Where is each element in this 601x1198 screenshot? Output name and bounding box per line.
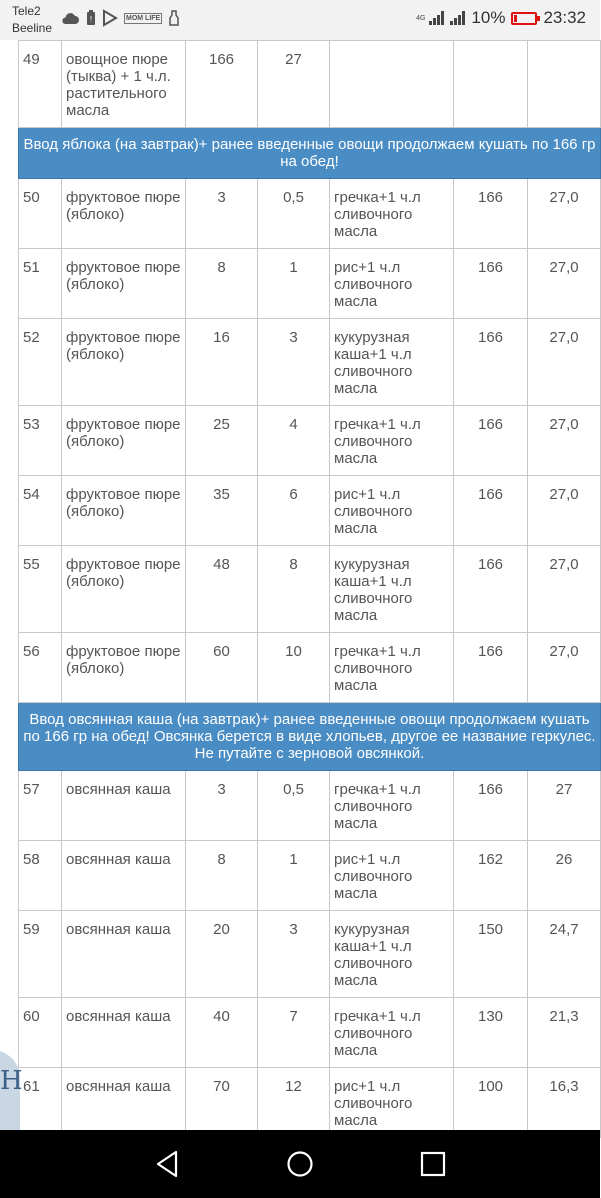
porridge-cell: гречка+1 ч.л сливочного масла [330, 406, 454, 476]
amount-cell: 40 [186, 998, 258, 1068]
total-cell: 27,0 [528, 476, 601, 546]
table-row [19, 1068, 601, 1138]
product-cell: овсянная каша [62, 1068, 186, 1138]
cloud-icon [60, 11, 80, 25]
table-row [19, 41, 601, 128]
day-cell: 53 [19, 406, 62, 476]
banner-text: Ввод овсянная каша (на завтрак)+ ранее введенные овощи продолжаем кушать по 166 гр на обед! Овсянка берется в виде хлопьев, другое ее название геркулес. Не путайте с зерновой овсянкой. [19, 703, 601, 771]
day-cell: 50 [19, 179, 62, 249]
svg-text:!: ! [89, 15, 93, 24]
amount-cell: 35 [186, 476, 258, 546]
amount-cell: 16 [186, 319, 258, 406]
porridge-amount-cell: 166 [454, 319, 528, 406]
porridge-amount-cell: 150 [454, 911, 528, 998]
product-cell: овсянная каша [62, 771, 186, 841]
carrier-2: Beeline [12, 21, 53, 35]
porridge-amount-cell: 162 [454, 841, 528, 911]
clean-icon [168, 10, 180, 26]
table-row [19, 406, 601, 476]
porridge-amount-cell: 166 [454, 546, 528, 633]
porridge-amount-cell: 166 [454, 249, 528, 319]
porridge-amount-cell [454, 41, 528, 128]
amount-cell: 70 [186, 1068, 258, 1138]
day-cell: 57 [19, 771, 62, 841]
grams-cell: 3 [258, 911, 330, 998]
day-cell: 56 [19, 633, 62, 703]
table-row [19, 998, 601, 1068]
porridge-cell: рис+1 ч.л сливочного масла [330, 476, 454, 546]
porridge-amount-cell: 166 [454, 179, 528, 249]
porridge-cell: гречка+1 ч.л сливочного масла [330, 179, 454, 249]
product-cell: овсянная каша [62, 998, 186, 1068]
total-cell: 27,0 [528, 406, 601, 476]
day-cell: 52 [19, 319, 62, 406]
day-cell: 59 [19, 911, 62, 998]
grams-cell: 1 [258, 841, 330, 911]
porridge-cell: рис+1 ч.л сливочного масла [330, 1068, 454, 1138]
porridge-cell: кукурузная каша+1 ч.л сливочного масла [330, 319, 454, 406]
signal-icon [429, 11, 444, 25]
total-cell: 27,0 [528, 546, 601, 633]
signal-icon-2 [450, 11, 465, 25]
porridge-amount-cell: 166 [454, 633, 528, 703]
status-right [416, 8, 586, 28]
bubble-glyph: Н [0, 1066, 23, 1096]
total-cell: 16,3 [528, 1068, 601, 1138]
porridge-cell: кукурузная каша+1 ч.л сливочного масла [330, 911, 454, 998]
table-row [19, 546, 601, 633]
notification-icons [60, 10, 180, 26]
table-row [19, 911, 601, 998]
table-row [19, 476, 601, 546]
home-icon [286, 1150, 314, 1178]
total-cell: 27,0 [528, 633, 601, 703]
amount-cell: 25 [186, 406, 258, 476]
product-cell: фруктовое пюре (яблоко) [62, 179, 186, 249]
grams-cell: 0,5 [258, 179, 330, 249]
battery-percent: 10% [471, 8, 506, 27]
day-cell: 60 [19, 998, 62, 1068]
home-button[interactable] [260, 1130, 340, 1198]
total-cell: 27,0 [528, 249, 601, 319]
amount-cell: 3 [186, 771, 258, 841]
table-row [19, 179, 601, 249]
product-cell: фруктовое пюре (яблоко) [62, 249, 186, 319]
porridge-cell: кукурузная каша+1 ч.л сливочного масла [330, 546, 454, 633]
table-row [19, 633, 601, 703]
day-cell: 51 [19, 249, 62, 319]
table-row [19, 841, 601, 911]
product-cell: овсянная каша [62, 841, 186, 911]
grams-cell: 10 [258, 633, 330, 703]
porridge-amount-cell: 100 [454, 1068, 528, 1138]
porridge-amount-cell: 166 [454, 406, 528, 476]
porridge-amount-cell: 130 [454, 998, 528, 1068]
porridge-cell: рис+1 ч.л сливочного масла [330, 841, 454, 911]
section-banner [19, 703, 601, 771]
amount-cell: 166 [186, 41, 258, 128]
grams-cell: 6 [258, 476, 330, 546]
back-icon [154, 1150, 180, 1178]
table-row [19, 319, 601, 406]
recents-icon [420, 1151, 446, 1177]
product-cell: овсянная каша [62, 911, 186, 998]
day-cell: 55 [19, 546, 62, 633]
grams-cell: 0,5 [258, 771, 330, 841]
mom-life-icon: MOM LIFE [126, 14, 161, 22]
total-cell: 27 [528, 771, 601, 841]
banner-text: Ввод яблока (на завтрак)+ ранее введенные овощи продолжаем кушать по 166 гр на обед! [19, 128, 601, 179]
total-cell: 26 [528, 841, 601, 911]
grams-cell: 7 [258, 998, 330, 1068]
day-cell: 54 [19, 476, 62, 546]
porridge-cell [330, 41, 454, 128]
grams-cell: 8 [258, 546, 330, 633]
grams-cell: 12 [258, 1068, 330, 1138]
product-cell: фруктовое пюре (яблоко) [62, 319, 186, 406]
amount-cell: 20 [186, 911, 258, 998]
total-cell: 27,0 [528, 179, 601, 249]
network-type: 4G [416, 14, 426, 22]
grams-cell: 4 [258, 406, 330, 476]
porridge-cell: рис+1 ч.л сливочного масла [330, 249, 454, 319]
section-banner [19, 128, 601, 179]
product-cell: фруктовое пюре (яблоко) [62, 633, 186, 703]
carrier-1: Tele2 [12, 4, 41, 18]
back-button[interactable] [127, 1130, 207, 1198]
amount-cell: 60 [186, 633, 258, 703]
day-cell: 61 [19, 1068, 62, 1138]
battery-saver-icon [86, 10, 96, 26]
table-row [19, 249, 601, 319]
porridge-cell: гречка+1 ч.л сливочного масла [330, 633, 454, 703]
day-cell: 58 [19, 841, 62, 911]
web-content[interactable] [0, 40, 600, 1130]
product-cell: фруктовое пюре (яблоко) [62, 476, 186, 546]
total-cell: 24,7 [528, 911, 601, 998]
grams-cell: 3 [258, 319, 330, 406]
amount-cell: 3 [186, 179, 258, 249]
porridge-cell: гречка+1 ч.л сливочного масла [330, 771, 454, 841]
table-row [19, 771, 601, 841]
product-cell: фруктовое пюре (яблоко) [62, 546, 186, 633]
porridge-amount-cell: 166 [454, 771, 528, 841]
clock: 23:32 [543, 8, 586, 27]
total-cell: 21,3 [528, 998, 601, 1068]
feeding-table [18, 40, 601, 1138]
status-bar [0, 0, 600, 40]
product-cell: фруктовое пюре (яблоко) [62, 406, 186, 476]
battery-icon [511, 12, 537, 25]
porridge-amount-cell: 166 [454, 476, 528, 546]
amount-cell: 8 [186, 249, 258, 319]
total-cell [528, 41, 601, 128]
carrier-names [12, 3, 52, 37]
porridge-cell: гречка+1 ч.л сливочного масла [330, 998, 454, 1068]
play-store-icon [102, 10, 118, 26]
product-cell: овощное пюре (тыква) + 1 ч.л. растительного масла [62, 41, 186, 128]
total-cell: 27,0 [528, 319, 601, 406]
amount-cell: 8 [186, 841, 258, 911]
amount-cell: 48 [186, 546, 258, 633]
grams-cell: 27 [258, 41, 330, 128]
grams-cell: 1 [258, 249, 330, 319]
navigation-bar [0, 1130, 600, 1198]
day-cell: 49 [19, 41, 62, 128]
recents-button[interactable] [393, 1130, 473, 1198]
